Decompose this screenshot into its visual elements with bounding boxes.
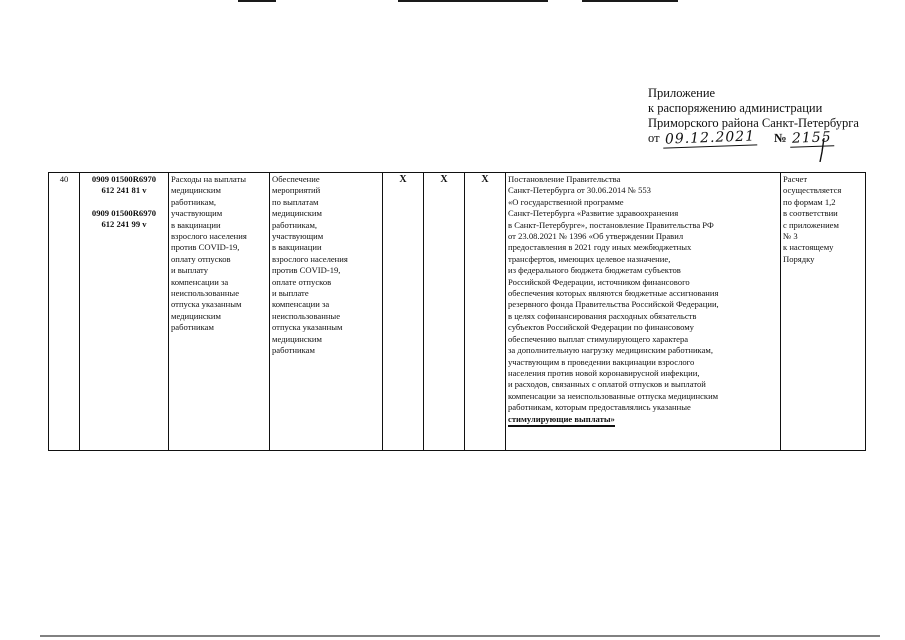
basis-line: и расходов, связанных с оплатой отпусков и выплатой — [508, 379, 706, 390]
event-line: оплате отпусков — [272, 276, 332, 287]
purpose-line: медицинским — [171, 185, 221, 196]
basis-line: предоставления в 2021 году иных межбюджетных — [508, 242, 692, 253]
basis-line: участвующим в проведении вакцинации взрослого — [508, 356, 695, 367]
basis-line: резервного фонда Правительства Российской Федерации, — [508, 299, 719, 310]
event-line: работникам — [272, 345, 315, 356]
event-line: против COVID-19, — [272, 265, 341, 276]
basis-line: «О государственной программе — [508, 196, 624, 207]
basis-line: из федерального бюджета бюджетам субъектов — [508, 265, 681, 276]
table-row — [49, 173, 866, 451]
event-line: неиспользованные — [272, 310, 341, 321]
event-line: работникам, — [272, 219, 318, 230]
basis-line: обеспечению выплат стимулирующего характера — [508, 333, 689, 344]
calc-line: осуществляется — [783, 185, 842, 196]
header-line-1: Приложение — [648, 86, 716, 100]
basis-line: от 23.08.2021 № 1396 «Об утверждении Правил — [508, 231, 684, 242]
calc-line: к настоящему — [783, 242, 834, 253]
purpose-line: оплату отпусков — [171, 253, 231, 264]
purpose-line: медицинским — [171, 310, 221, 321]
calc-line: в соответствии — [783, 208, 838, 219]
calc-line: по формам 1,2 — [783, 196, 836, 207]
calc-line: № 3 — [783, 231, 798, 242]
cell-legal-basis — [506, 173, 781, 451]
event-line: Обеспечение — [272, 174, 320, 184]
cell-x-2: X — [424, 173, 465, 451]
scan-edge-bottom — [40, 635, 880, 637]
appendix-table — [48, 172, 866, 451]
basis-line: Российской Федерации, источником финансового — [508, 276, 690, 287]
basis-line: населения против новой коронавирусной инфекции, — [508, 367, 700, 378]
cell-event — [270, 173, 383, 451]
calc-line: Расчет — [783, 174, 808, 184]
basis-line: работникам, которым предоставлялись указанные — [508, 402, 691, 413]
signature-stroke-icon — [818, 138, 828, 162]
code-1-line-2: 612 241 81 v — [101, 185, 147, 196]
cell-x-1: X — [383, 173, 424, 451]
basis-line: субъектов Российской Федерации по финансовому — [508, 322, 694, 333]
cell-row-number: 40 — [49, 173, 80, 451]
purpose-line: отпуска указанным — [171, 299, 242, 310]
purpose-line: работникам, — [171, 196, 217, 207]
calc-line: Порядку — [783, 253, 815, 264]
basis-line: компенсации за неиспользованные отпуска медицинским — [508, 390, 719, 401]
code-1-line-1: 0909 01500R6970 — [91, 174, 157, 184]
event-line: участвующим — [272, 231, 324, 242]
basis-line: обеспечения которых являются бюджетные ассигнования — [508, 288, 719, 299]
code-2-line-1: 0909 01500R6970 — [91, 207, 157, 218]
date-prefix: от — [648, 131, 660, 145]
header-line-3: Приморского района Санкт-Петербурга — [648, 116, 859, 130]
basis-line: за дополнительную нагрузку медицинским работникам, — [508, 345, 713, 356]
basis-line: Постановление Правительства — [508, 174, 621, 184]
basis-line: трансфертов, имеющих целевое назначение, — [508, 253, 671, 264]
basis-last-line: стимулирующие выплаты» — [508, 414, 615, 427]
number-label: № — [773, 131, 787, 145]
event-line: и выплате — [272, 288, 309, 299]
purpose-line: и выплату — [171, 265, 208, 276]
event-line: взрослого населения — [272, 253, 348, 264]
cell-x-3: X — [465, 173, 506, 451]
purpose-line: работникам — [171, 322, 214, 333]
event-line: по выплатам — [272, 196, 319, 207]
handwritten-number: 2155 — [789, 130, 833, 148]
basis-line: Санкт-Петербурга «Развитие здравоохранения — [508, 208, 679, 219]
event-line: компенсации за — [272, 299, 330, 310]
event-line: медицинским — [272, 208, 322, 219]
handwritten-date: 09.12.2021 — [662, 129, 757, 148]
purpose-line: неиспользованные — [171, 288, 240, 299]
scan-edge-top-left — [238, 0, 276, 2]
cell-purpose — [169, 173, 270, 451]
cell-budget-codes — [80, 173, 169, 451]
calc-line: с приложением — [783, 219, 839, 230]
purpose-line: участвующим — [171, 208, 223, 219]
cell-calculation — [781, 173, 866, 451]
basis-line: Санкт-Петербурга от 30.06.2014 № 553 — [508, 185, 651, 196]
event-line: в вакцинации — [272, 242, 322, 253]
purpose-line: Расходы на выплаты — [171, 174, 247, 184]
purpose-line: против COVID-19, — [171, 242, 240, 253]
header-line-2: к распоряжению администрации — [648, 101, 823, 115]
purpose-line: в вакцинации — [171, 219, 221, 230]
purpose-line: компенсации за — [171, 276, 229, 287]
date-number-line — [648, 128, 888, 148]
event-line: отпуска указанным — [272, 322, 343, 333]
basis-line: в Санкт-Петербурге», постановление Правительства РФ — [508, 219, 714, 230]
code-2-line-2: 612 241 99 v — [101, 219, 147, 230]
scan-edge-top-right — [582, 0, 678, 2]
appendix-header — [648, 86, 888, 147]
purpose-line: взрослого населения — [171, 231, 247, 242]
basis-line: в целях софинансирования расходных обязательств — [508, 310, 697, 321]
scan-edge-top-mid — [398, 0, 548, 2]
event-line: медицинским — [272, 333, 322, 344]
event-line: мероприятий — [272, 185, 321, 196]
